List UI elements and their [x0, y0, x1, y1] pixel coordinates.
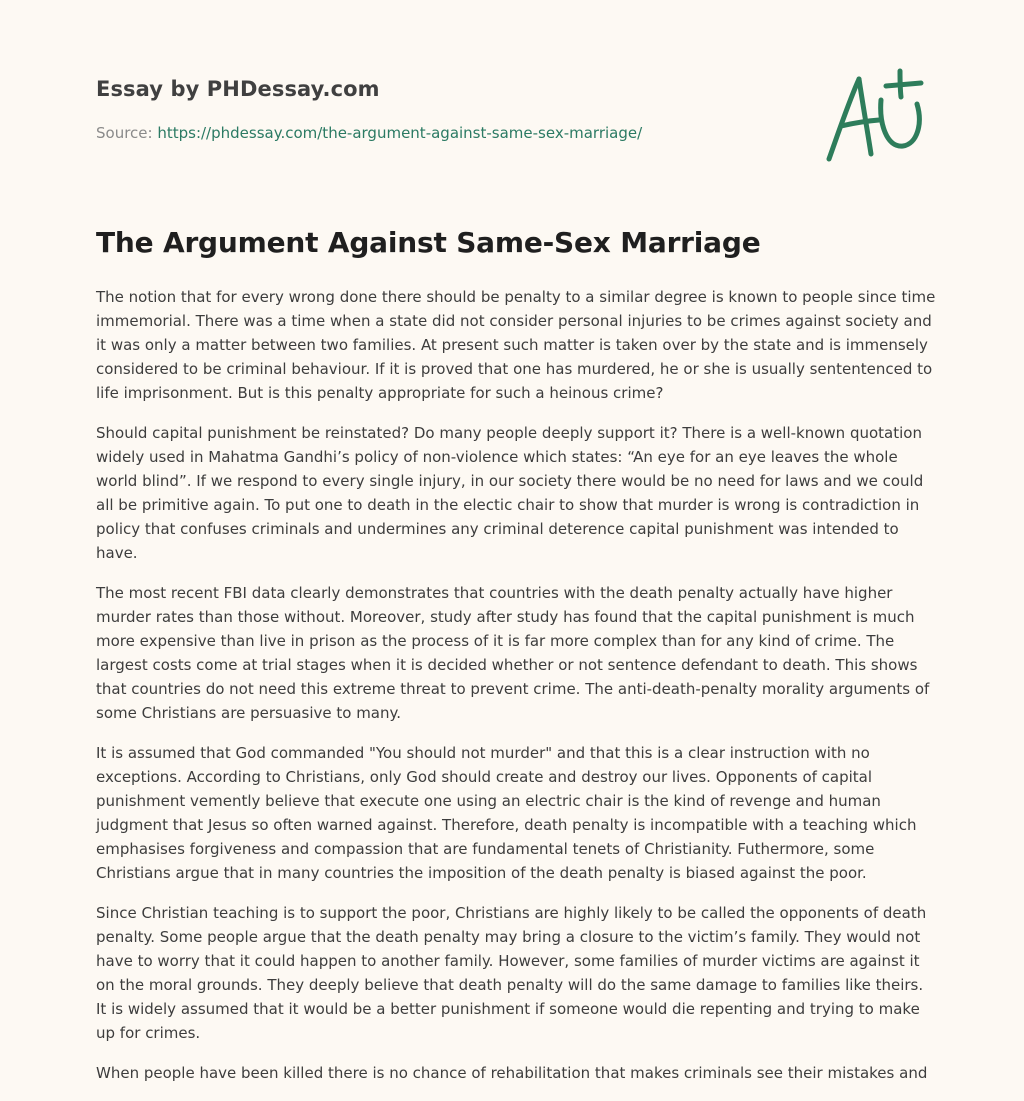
source-link[interactable]: https://phdessay.com/the-argument-against-same-sex-marriage/ — [157, 124, 643, 142]
essay-paragraph: The notion that for every wrong done there should be penalty to a similar degree is known to people since time immemorial. There was a time when a state did not consider personal injuries to be crimes against society and it was only a matter between two families. At present such matter is taken over by the state and is immensely considered to be criminal behaviour. If it is proved that one has murdered, he or she is usually sententenced to life imprisonment. But is this penalty appropriate for such a heinous crime? — [96, 288, 936, 402]
essay-page — [96, 0, 936, 1082]
page-header — [96, 0, 936, 200]
essay-paragraph: Since Christian teaching is to support the poor, Christians are highly likely to be called the opponents of death penalty. Some people argue that the death penalty may bring a closure to the victim’s family. They would not have to worry that it could happen to another family. However, some families of murder victims are against it on the moral grounds. They deeply believe that death penalty will do the same damage to families like theirs. It is widely assumed that it would be a better punishment if someone would die repenting and trying to make up for crimes. — [96, 904, 927, 1042]
essay-body — [96, 285, 936, 1101]
source-line — [96, 124, 642, 142]
essay-title: The Argument Against Same-Sex Marriage — [96, 226, 761, 259]
essay-paragraph: Should capital punishment be reinstated? Do many people deeply support it? There is a well-known quotation widely used in Mahatma Gandhi’s policy of non-violence which states: “An eye for an eye leaves the whole world blind”. If we respond to every single injury, in our society there would be no need for laws and we could all be primitive again. To put one to death in the electic chair to show that murder is wrong is contradiction in policy that confuses criminals and undermines any criminal deterence capital punishment was intended to have. — [96, 424, 924, 562]
source-label: Source: — [96, 124, 158, 142]
essay-paragraph: The most recent FBI data clearly demonstrates that countries with the death penalty actually have higher murder rates than those without. Moreover, study after study has found that the capital punishment is much more expensive than live in prison as the process of it is far more complex than for any kind of crime. The largest costs come at trial stages when it is decided whether or not sentence defendant to death. This shows that countries do not need this extreme threat to prevent crime. The anti-death-penalty morality arguments of some Christians are persuasive to many. — [96, 584, 930, 722]
a-plus-grade-icon — [821, 66, 931, 166]
site-brand: Essay by PHDessay.com — [96, 77, 380, 101]
essay-paragraph: It is assumed that God commanded "You should not murder" and that this is a clear instruction with no exceptions. According to Christians, only God should create and destroy our lives. Opponents of capital punishment vemently believe that execute one using an electric chair is the kind of revenge and human judgment that Jesus so often warned against. Therefore, death penalty is incompatible with a teaching which emphasises forgiveness and compassion that are fundamental tenets of Christianity. Futhermore, some Christians argue that in many countries the imposition of the death penalty is biased against the poor. — [96, 744, 917, 882]
essay-paragraph: When people have been killed there is no chance of rehabilitation that makes criminals see their mistakes and — [96, 1064, 928, 1082]
